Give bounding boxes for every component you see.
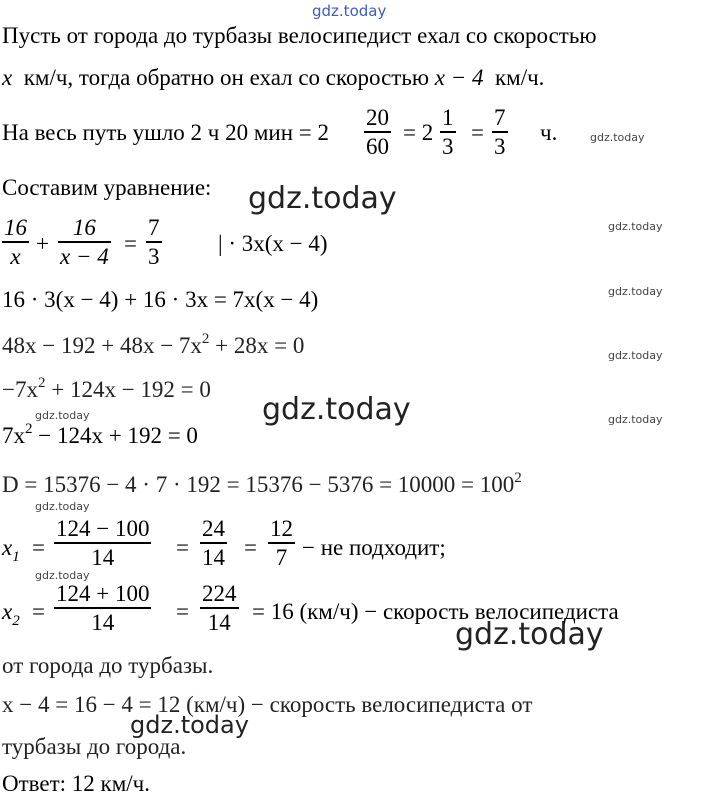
root-x1-label xyxy=(2,535,20,565)
return-speed-cont: турбазы до города. xyxy=(2,734,187,759)
equation-quadratic xyxy=(2,421,198,448)
watermark-small: gdz.today xyxy=(35,500,90,513)
watermark-small: gdz.today xyxy=(35,409,90,422)
equals-sign: = xyxy=(176,535,189,560)
fraction-root1 xyxy=(54,517,151,569)
denominator: 60 xyxy=(366,133,389,159)
numerator: 16 xyxy=(4,215,27,240)
discriminant-expr: D = 15376 − 4 · 7 · 192 = 15376 − 5376 = 10000 = 100 xyxy=(2,472,515,497)
denominator: x xyxy=(10,243,21,269)
var-x: x xyxy=(2,65,13,90)
heading-equation: Составим уравнение: xyxy=(2,175,212,200)
var-x: x xyxy=(2,535,13,560)
watermark-small: gdz.today xyxy=(608,413,663,426)
fraction-20-60 xyxy=(364,106,391,158)
subscript: 2 xyxy=(12,613,20,629)
fraction-7-3 xyxy=(492,106,508,158)
exponent: 2 xyxy=(201,331,210,347)
text-line-speeds xyxy=(2,66,544,89)
unit-hours: ч. xyxy=(540,120,558,145)
fraction-16-x xyxy=(2,216,29,268)
discriminant xyxy=(2,470,522,497)
numerator: 124 − 100 xyxy=(56,516,150,541)
equation-part: 7x xyxy=(2,423,25,448)
equals-sign: = xyxy=(32,599,45,624)
text-total-time: На весь путь ушло 2 ч 20 мин = 2 xyxy=(2,120,330,145)
equals-sign: = xyxy=(124,231,137,256)
unit-kmh: км/ч xyxy=(23,65,68,90)
numerator: 16 xyxy=(72,215,96,240)
multiply-both-sides: | · 3x(x − 4) xyxy=(218,231,328,256)
numerator: 12 xyxy=(270,516,293,541)
watermark-small: gdz.today xyxy=(608,349,663,362)
var-x: x xyxy=(2,599,13,624)
denominator: 3 xyxy=(148,243,160,269)
denominator: 14 xyxy=(91,609,115,635)
equals-sign: = xyxy=(176,599,189,624)
text-line-intro: Пусть от города до турбазы велосипедист ехал со скоростью xyxy=(2,23,597,48)
numerator: 1 xyxy=(442,105,454,130)
equals-sign: = xyxy=(32,535,45,560)
denominator: 7 xyxy=(275,544,288,570)
equation-part: + 124x − 192 = 0 xyxy=(45,377,211,402)
text-return-speed: , тогда обратно он ехал со скоростью xyxy=(67,65,430,90)
denominator: 3 xyxy=(494,133,506,159)
numerator: 224 xyxy=(202,581,237,606)
plus-sign: + xyxy=(36,231,49,256)
root-x2-result: = 16 (км/ч) − скорость велосипедиста xyxy=(252,599,619,624)
denominator: x − 4 xyxy=(60,243,109,269)
answer: Ответ: 12 км/ч. xyxy=(2,771,150,796)
root-x2-continuation: от города до турбазы. xyxy=(2,653,214,678)
denominator: 14 xyxy=(91,544,115,570)
numerator: 24 xyxy=(202,516,225,541)
expr-x-minus-4: x − 4 xyxy=(434,65,484,90)
fraction-16-x-minus-4 xyxy=(58,216,111,268)
watermark-large: gdz.today xyxy=(262,392,411,427)
denominator: 3 xyxy=(442,133,454,159)
root-x2-label xyxy=(2,599,20,629)
watermark-small: gdz.today xyxy=(590,131,645,144)
equals-sign: = xyxy=(471,120,484,145)
equation-simplified xyxy=(2,331,305,358)
unit-kmh: км/ч. xyxy=(495,65,545,90)
equation-expanded: 16 · 3(x − 4) + 16 · 3x = 7x(x − 4) xyxy=(2,287,319,312)
numerator: 20 xyxy=(366,105,389,130)
denominator: 14 xyxy=(202,544,225,570)
watermark-small: gdz.today xyxy=(608,285,663,298)
exponent: 2 xyxy=(514,470,522,486)
fraction-root2 xyxy=(54,582,151,634)
exponent: 2 xyxy=(37,375,46,391)
equation-collected xyxy=(2,375,211,402)
denominator: 14 xyxy=(207,609,231,635)
watermark-top: gdz.today xyxy=(312,2,387,20)
equals-sign: = xyxy=(244,535,257,560)
numerator: 7 xyxy=(494,105,506,130)
watermark-large: gdz.today xyxy=(248,181,397,216)
root-x1-rejected: − не подходит; xyxy=(302,535,446,560)
watermark-small: gdz.today xyxy=(35,569,90,582)
numerator: 124 + 100 xyxy=(56,581,150,606)
return-speed: x − 4 = 16 − 4 = 12 (км/ч) − скорость велосипедиста от xyxy=(2,692,533,717)
subscript: 1 xyxy=(12,549,20,565)
fraction-1-3 xyxy=(440,106,456,158)
fraction-7-3 xyxy=(146,216,162,268)
watermark-large: gdz.today xyxy=(130,711,249,739)
equation-part: + 28x = 0 xyxy=(209,333,305,358)
equation-part: − 124x + 192 = 0 xyxy=(32,423,198,448)
watermark-small: gdz.today xyxy=(608,220,663,233)
equation-part: 48x − 192 + 48x − 7x xyxy=(2,333,202,358)
equals-two: = 2 xyxy=(403,120,434,145)
equation-part: −7x xyxy=(2,377,38,402)
fraction-12-7 xyxy=(268,517,295,569)
watermark-large: gdz.today xyxy=(455,617,604,652)
fraction-224-14 xyxy=(200,582,239,634)
fraction-24-14 xyxy=(200,517,227,569)
numerator: 7 xyxy=(148,215,160,240)
exponent: 2 xyxy=(25,421,33,437)
